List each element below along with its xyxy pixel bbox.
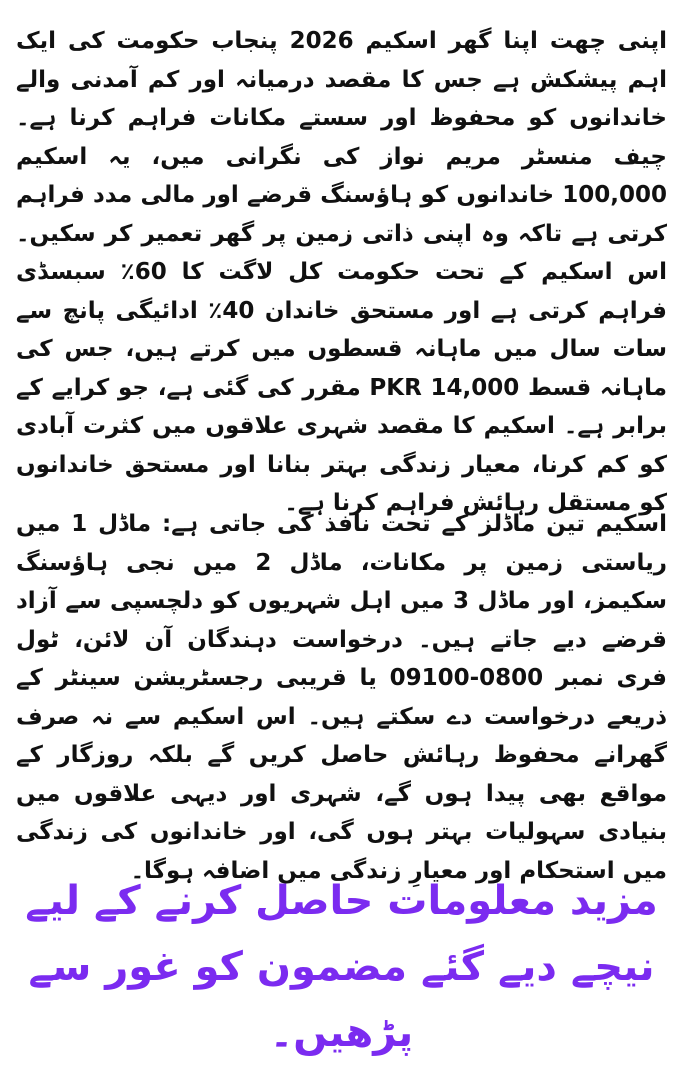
article-paragraph-intro: اپنی چھت اپنا گھر اسکیم 2026 پنجاب حکومت کی ایک اہم پیشکش ہے جس کا مقصد درمیانہ اور کم آمدنی والے خاندانوں کو محفوظ اور سستے مکانات فراہم کرنا ہے۔ چیف منسٹر مریم نواز کی نگرانی میں، یہ اسکیم 100,000 خاندانوں کو ہاؤسنگ قرضے اور مالی مدد فراہم کرتی ہے تاکہ وہ اپنی ذاتی زمین پر گھر تعمیر کر سکیں۔ اس اسکیم کے تحت حکومت کل لاگت کا 60٪ سبسڈی فراہم کرتی ہے اور مستحق خاندان 40٪ ادائیگی پانچ سے سات سال میں ماہانہ قسطوں میں کرتے ہیں، جس کی ماہانہ قسط PKR 14,000 مقرر کی گئی ہے، جو کرایے کے برابر ہے۔ اسکیم کا مقصد شہری علاقوں میں کثرت آبادی کو کم کرنا، معیار زندگی بہتر بنانا اور مستحق خاندانوں کو مستقل رہائش فراہم کرنا ہے۔ — [16, 28, 667, 516]
read-more-callout: مزید معلومات حاصل کرنے کے لیے نیچے دیے گئے مضمون کو غور سے پڑھیں۔ — [25, 878, 658, 1056]
article-paragraph-models: اسکیم تین ماڈلز کے تحت نافذ کی جاتی ہے: ماڈل 1 میں ریاستی زمین پر مکانات، ماڈل 2 میں نجی ہاؤسنگ سکیمز، اور ماڈل 3 میں اہل شہریوں کو دلچسپی سے آزاد قرضے دیے جاتے ہیں۔ درخواست دہندگان آن لائن، ٹول فری نمبر 0800-09100 یا قریبی رجسٹریشن سینٹر کے ذریعے درخواست دے سکتے ہیں۔ اس اسکیم سے نہ صرف گھرانے محفوظ رہائش حاصل کریں گے بلکہ روزگار کے مواقع بھی پیدا ہوں گے، شہری اور دیہی علاقوں میں بنیادی سہولیات بہتر ہوں گی، اور خاندانوں کی زندگی میں استحکام اور معیارِ زندگی میں اضافہ ہوگا۔ — [16, 511, 667, 884]
